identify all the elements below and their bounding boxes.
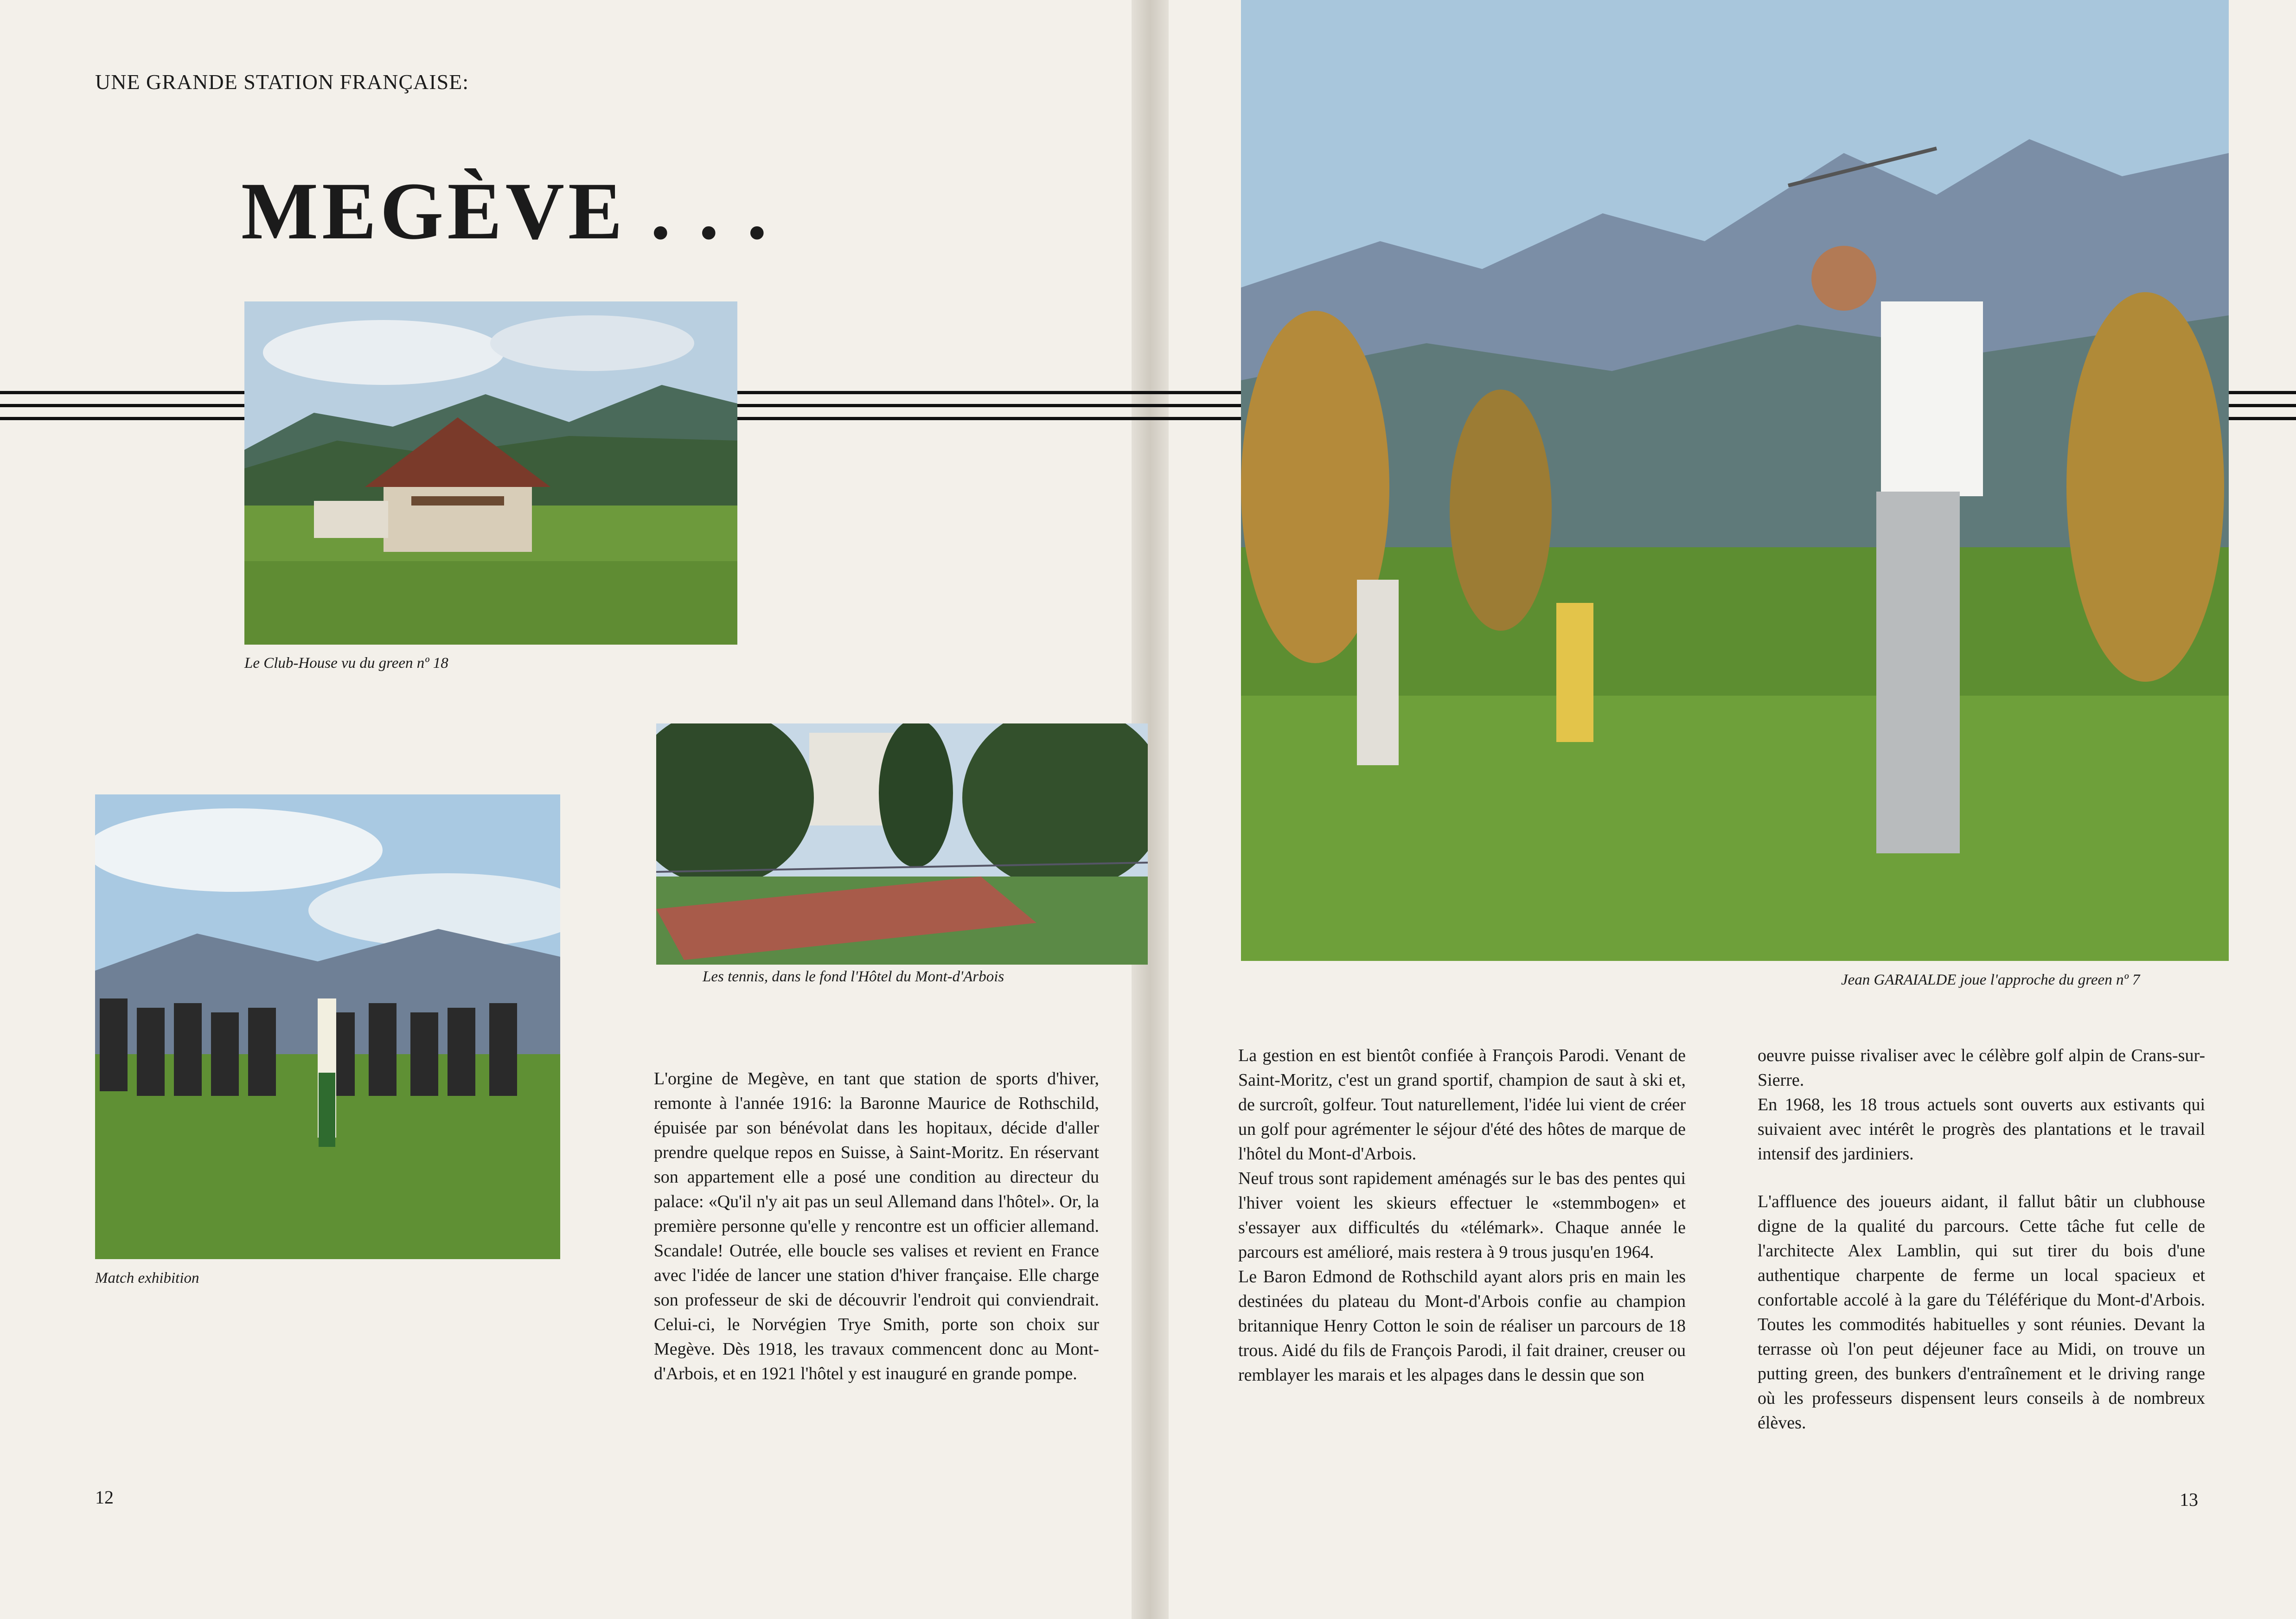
article-column-right <box>1758 1043 2205 1435</box>
section-kicker: UNE GRANDE STATION FRANÇAISE: <box>95 70 469 94</box>
match-exhibition-photo <box>95 794 560 1259</box>
article-paragraph: oeuvre puisse rivaliser avec le célèbre golf alpin de Crans-sur-Sierre. <box>1758 1046 2205 1090</box>
decorative-rule-gutter <box>1155 391 1243 434</box>
page-number-right: 13 <box>2180 1489 2198 1510</box>
decorative-rule-right <box>2228 391 2296 434</box>
decorative-rule-middle <box>736 391 1158 434</box>
article-paragraph: Neuf trous sont rapidement aménagés sur le bas des pentes qui l'hiver voient les skieurs effectuer le «stemmbogen» et s'essayer aux difficultés du «télémark». Chaque année le parcours est amélioré, mais restera à 9 trous jusqu'en 1964. <box>1238 1169 1686 1262</box>
tennis-photo <box>656 723 1148 965</box>
match-caption: Match exhibition <box>95 1270 199 1286</box>
article-column-center <box>1238 1043 1686 1388</box>
article-paragraph: En 1968, les 18 trous actuels sont ouverts aux estivants qui suivaient avec intérêt le progrès des plantations et le travail intensif des jardiniers. <box>1758 1095 2205 1164</box>
clubhouse-caption: Le Club-House vu du green nº 18 <box>244 655 448 672</box>
page-number-left: 12 <box>95 1487 114 1508</box>
article-paragraph: Le Baron Edmond de Rothschild ayant alors pris en main les destinées du plateau du Mont-d'Arbois confie au champion britannique Henry Cotton le soin de réaliser un parcours de 18 trous. Aidé du fils de François Parodi, il fait drainer, creuser ou remblayer les marais et les alpages dans le dessin que son <box>1238 1267 1686 1385</box>
decorative-rule-left <box>0 391 246 434</box>
golfer-photo <box>1241 0 2229 961</box>
article-paragraph: L'orgine de Megève, en tant que station de sports d'hiver, remonte à l'année 1916: la Baronne Maurice de Rothschild, épuisée par son bénévolat dans les hopitaux, décide d'aller prendre quelque repos en Suisse, à Saint-Moritz. En réservant son appartement elle a posé une condition au directeur du palace: «Qu'il n'y ait pas un seul Allemand dans l'hôtel». Or, la première personne qu'elle y rencontre est un officier allemand. Scandale! Outrée, elle boucle ses valises et revient en France avec l'idée de lancer une station d'hiver française. Elle charge son professeur de ski de découvrir l'endroit qui conviendrait. Celui-ci, le Norvégien Trye Smith, porte son choix sur Megève. Dès 1918, les travaux commencent donc au Mont-d'Arbois, et en 1921 l'hôtel y est inauguré en grande pompe. <box>654 1069 1099 1383</box>
article-paragraph: L'affluence des joueurs aidant, il fallut bâtir un clubhouse digne de la qualité du parcours. Cette tâche fut celle de l'architecte Alex Lamblin, qui sut tirer du bois d'une authentique charpente de ferme un local spacieux et confortable accolé à la gare du Téléférique du Mont-d'Arbois. Toutes les commodités habituelles y sont réunies. Devant la terrasse où l'on peut déjeuner face au Midi, on trouve un putting green, des bunkers d'entraînement et le driving range où les professeurs dispensent leurs conseils à de nombreux élèves. <box>1758 1192 2205 1433</box>
tennis-caption: Les tennis, dans le fond l'Hôtel du Mont-d'Arbois <box>703 968 1004 985</box>
article-paragraph: La gestion en est bientôt confiée à François Parodi. Venant de Saint-Moritz, c'est un grand sportif, champion de saut à ski et, de surcroît, golfeur. Tout naturellement, l'idée lui vient de créer un golf pour agrémenter le séjour d'été des hôtes de marque de l'hôtel du Mont-d'Arbois. <box>1238 1046 1686 1164</box>
page-title: MEGÈVE . . . <box>241 166 771 256</box>
clubhouse-photo <box>244 301 737 645</box>
article-column-left <box>654 1067 1099 1386</box>
golfer-caption: Jean GARAIALDE joue l'approche du green nº 7 <box>1841 972 2140 988</box>
